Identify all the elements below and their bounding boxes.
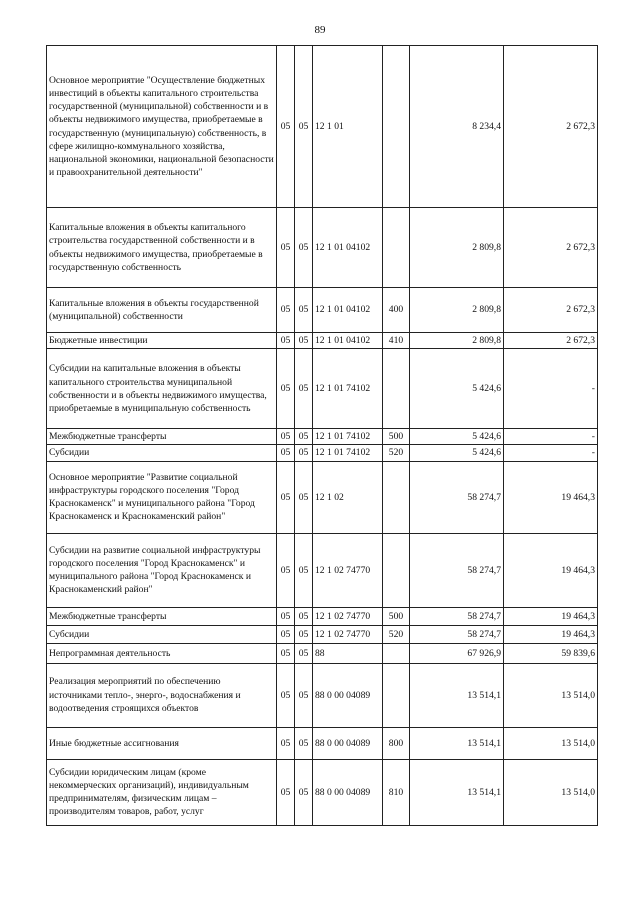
table-row xyxy=(47,208,598,288)
subsection-code: 05 xyxy=(295,759,313,825)
amount-year2: 2 672,3 xyxy=(504,288,598,333)
subsection-code: 05 xyxy=(295,349,313,429)
expense-type-code: 520 xyxy=(383,445,410,461)
amount-year2: 2 672,3 xyxy=(504,333,598,349)
amount-year2: - xyxy=(504,429,598,445)
budget-table xyxy=(46,45,598,826)
target-article-code: 88 0 00 04089 xyxy=(313,663,383,727)
amount-year2: 2 672,3 xyxy=(504,208,598,288)
row-name: Капитальные вложения в объекты капитального строительства государственной собственности и в объекты недвижимого имущества, приобретаемые в государственную собственность xyxy=(47,208,277,288)
row-name: Основное мероприятие "Осуществление бюджетных инвестиций в объекты капитального строительства государственной (муниципальной) собственности и в объекты недвижимого имущества, приобретаемые в государственную (муниципальную) собственность, в сфере жилищно-коммунального хозяйства, национальной экономики, национальной безопасности и правоохранительной деятельности" xyxy=(47,46,277,208)
amount-year1: 58 274,7 xyxy=(410,533,504,607)
amount-year1: 5 424,6 xyxy=(410,445,504,461)
section-code: 05 xyxy=(277,663,295,727)
row-name: Бюджетные инвестиции xyxy=(47,333,277,349)
expense-type-code xyxy=(383,663,410,727)
expense-type-code xyxy=(383,46,410,208)
amount-year1: 5 424,6 xyxy=(410,349,504,429)
amount-year1: 2 809,8 xyxy=(410,288,504,333)
expense-type-code xyxy=(383,643,410,663)
row-name: Основное мероприятие "Развитие социальной инфраструктуры городского поселения "Город Краснокаменск" и муниципального района "Город Краснокаменск и Краснокаменский район" xyxy=(47,461,277,533)
section-code: 05 xyxy=(277,533,295,607)
subsection-code: 05 xyxy=(295,288,313,333)
amount-year2: 13 514,0 xyxy=(504,727,598,759)
target-article-code: 12 1 01 04102 xyxy=(313,288,383,333)
section-code: 05 xyxy=(277,429,295,445)
row-name: Межбюджетные трансферты xyxy=(47,429,277,445)
amount-year1: 8 234,4 xyxy=(410,46,504,208)
target-article-code: 88 0 00 04089 xyxy=(313,727,383,759)
amount-year1: 58 274,7 xyxy=(410,607,504,625)
amount-year1: 67 926,9 xyxy=(410,643,504,663)
row-name: Непрограммная деятельность xyxy=(47,643,277,663)
table-row xyxy=(47,625,598,643)
expense-type-code xyxy=(383,349,410,429)
row-name: Субсидии юридическим лицам (кроме некоммерческих организаций), индивидуальным предпринимателям, физическим лицам – производителям товаров, работ, услуг xyxy=(47,759,277,825)
table-row xyxy=(47,333,598,349)
row-name: Субсидии xyxy=(47,445,277,461)
expense-type-code: 410 xyxy=(383,333,410,349)
row-name: Капитальные вложения в объекты государственной (муниципальной) собственности xyxy=(47,288,277,333)
amount-year1: 13 514,1 xyxy=(410,727,504,759)
table-row xyxy=(47,445,598,461)
amount-year1: 13 514,1 xyxy=(410,663,504,727)
row-name: Субсидии xyxy=(47,625,277,643)
target-article-code: 12 1 01 xyxy=(313,46,383,208)
section-code: 05 xyxy=(277,759,295,825)
expense-type-code: 800 xyxy=(383,727,410,759)
subsection-code: 05 xyxy=(295,429,313,445)
expense-type-code xyxy=(383,533,410,607)
row-name: Иные бюджетные ассигнования xyxy=(47,727,277,759)
expense-type-code: 500 xyxy=(383,607,410,625)
expense-type-code: 810 xyxy=(383,759,410,825)
table-row xyxy=(47,643,598,663)
target-article-code: 12 1 02 74770 xyxy=(313,625,383,643)
amount-year2: 13 514,0 xyxy=(504,663,598,727)
table-row xyxy=(47,461,598,533)
section-code: 05 xyxy=(277,643,295,663)
section-code: 05 xyxy=(277,607,295,625)
target-article-code: 12 1 02 74770 xyxy=(313,607,383,625)
row-name: Субсидии на развитие социальной инфраструктуры городского поселения "Город Краснокаменск" и муниципального района "Город Краснокаменск и Краснокаменский район" xyxy=(47,533,277,607)
subsection-code: 05 xyxy=(295,663,313,727)
section-code: 05 xyxy=(277,461,295,533)
amount-year2: - xyxy=(504,349,598,429)
amount-year1: 58 274,7 xyxy=(410,625,504,643)
amount-year2: 19 464,3 xyxy=(504,625,598,643)
table-row xyxy=(47,663,598,727)
expense-type-code xyxy=(383,461,410,533)
subsection-code: 05 xyxy=(295,533,313,607)
target-article-code: 88 0 00 04089 xyxy=(313,759,383,825)
amount-year1: 13 514,1 xyxy=(410,759,504,825)
page-number: 89 xyxy=(314,24,326,36)
subsection-code: 05 xyxy=(295,445,313,461)
subsection-code: 05 xyxy=(295,625,313,643)
target-article-code: 12 1 02 74770 xyxy=(313,533,383,607)
amount-year1: 2 809,8 xyxy=(410,333,504,349)
row-name: Межбюджетные трансферты xyxy=(47,607,277,625)
table-row xyxy=(47,533,598,607)
table-row xyxy=(47,727,598,759)
amount-year2: 13 514,0 xyxy=(504,759,598,825)
table-row xyxy=(47,288,598,333)
subsection-code: 05 xyxy=(295,208,313,288)
subsection-code: 05 xyxy=(295,643,313,663)
amount-year1: 58 274,7 xyxy=(410,461,504,533)
subsection-code: 05 xyxy=(295,46,313,208)
section-code: 05 xyxy=(277,349,295,429)
target-article-code: 12 1 02 xyxy=(313,461,383,533)
target-article-code: 12 1 01 74102 xyxy=(313,349,383,429)
target-article-code: 12 1 01 04102 xyxy=(313,333,383,349)
table-row xyxy=(47,349,598,429)
subsection-code: 05 xyxy=(295,461,313,533)
subsection-code: 05 xyxy=(295,607,313,625)
section-code: 05 xyxy=(277,46,295,208)
section-code: 05 xyxy=(277,445,295,461)
row-name: Субсидии на капитальные вложения в объекты капитального строительства муниципальной собственности и в объекты недвижимого имущества, приобретаемые в муниципальную собственность xyxy=(47,349,277,429)
subsection-code: 05 xyxy=(295,333,313,349)
amount-year2: 59 839,6 xyxy=(504,643,598,663)
amount-year2: 19 464,3 xyxy=(504,607,598,625)
table-row xyxy=(47,607,598,625)
table-row xyxy=(47,429,598,445)
amount-year2: 19 464,3 xyxy=(504,461,598,533)
expense-type-code xyxy=(383,208,410,288)
row-name: Реализация мероприятий по обеспечению источниками тепло-, энерго-, водоснабжения и водоотведения строящихся объектов xyxy=(47,663,277,727)
expense-type-code: 400 xyxy=(383,288,410,333)
section-code: 05 xyxy=(277,727,295,759)
expense-type-code: 520 xyxy=(383,625,410,643)
amount-year2: 19 464,3 xyxy=(504,533,598,607)
section-code: 05 xyxy=(277,288,295,333)
table-row xyxy=(47,46,598,208)
subsection-code: 05 xyxy=(295,727,313,759)
table-row xyxy=(47,759,598,825)
amount-year2: 2 672,3 xyxy=(504,46,598,208)
expense-type-code: 500 xyxy=(383,429,410,445)
section-code: 05 xyxy=(277,333,295,349)
amount-year2: - xyxy=(504,445,598,461)
amount-year1: 5 424,6 xyxy=(410,429,504,445)
target-article-code: 12 1 01 04102 xyxy=(313,208,383,288)
target-article-code: 12 1 01 74102 xyxy=(313,445,383,461)
amount-year1: 2 809,8 xyxy=(410,208,504,288)
target-article-code: 88 xyxy=(313,643,383,663)
section-code: 05 xyxy=(277,208,295,288)
target-article-code: 12 1 01 74102 xyxy=(313,429,383,445)
budget-table-body xyxy=(47,46,598,826)
section-code: 05 xyxy=(277,625,295,643)
